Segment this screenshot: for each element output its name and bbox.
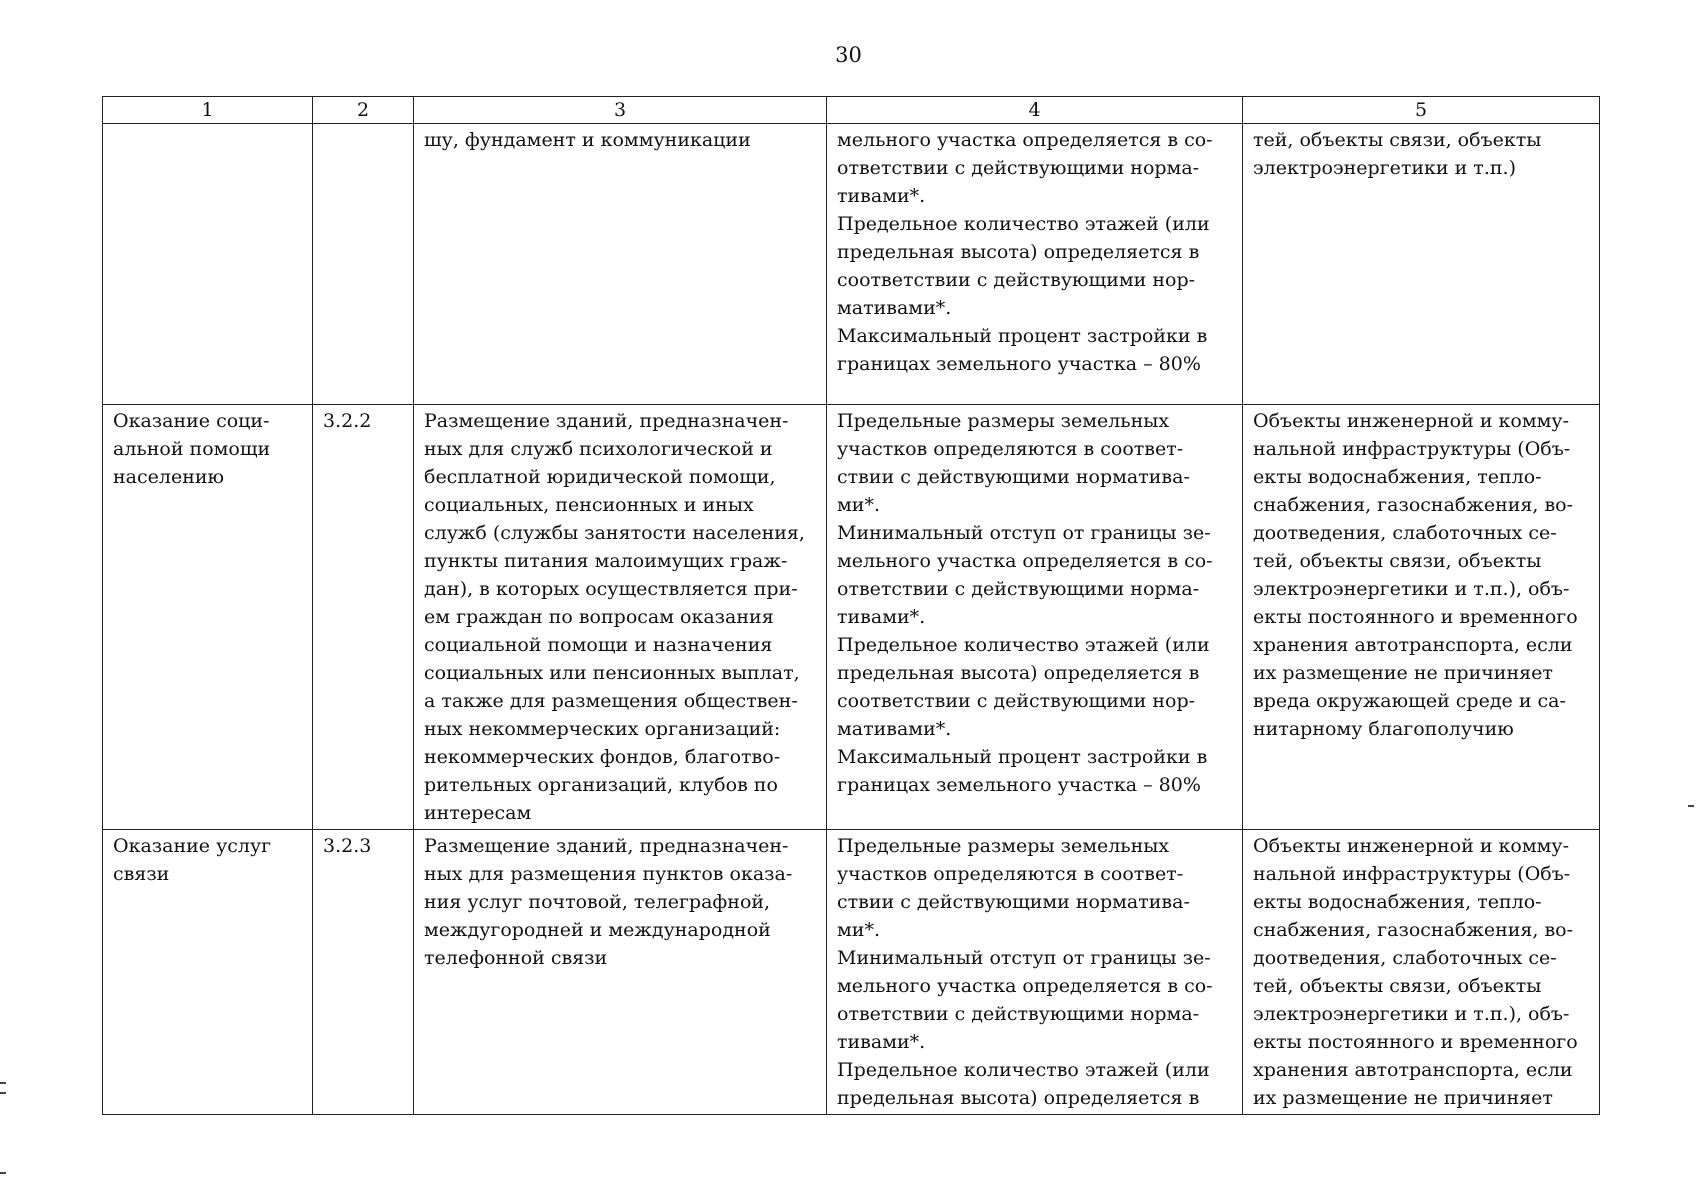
table-cell-col-5	[1243, 405, 1600, 830]
table-cell-col-3	[414, 830, 827, 1115]
cell-line: Объекты инженерной и комму-	[1253, 835, 1569, 857]
table-cell-col-1	[103, 830, 313, 1115]
cell-line: екты водоснабжения, тепло-	[1253, 891, 1542, 913]
cell-line: екты постоянного и временного	[1253, 606, 1578, 628]
table-row	[103, 405, 1600, 830]
cell-line: ных для размещения пунктов оказа-	[424, 863, 793, 885]
table-cell-col-3	[414, 405, 827, 830]
cell-line: вреда окружающей среде и са-	[1253, 690, 1566, 712]
cell-line: Предельные размеры земельных	[837, 410, 1170, 432]
cell-line: Оказание соци-	[113, 410, 270, 432]
table-cell-col-2	[313, 124, 414, 405]
header-col-3: 3	[414, 97, 827, 124]
table-cell-col-3	[414, 124, 827, 405]
table-cell-col-4	[827, 405, 1243, 830]
cell-line: шу, фундамент и коммуникации	[424, 129, 751, 151]
cell-text	[837, 126, 1232, 378]
cell-line: Максимальный процент застройки в	[837, 325, 1208, 347]
cell-text	[424, 832, 816, 972]
header-col-5: 5	[1243, 97, 1600, 124]
table-cell-col-1	[103, 124, 313, 405]
table-cell-col-4	[827, 830, 1243, 1115]
table-cell-col-4	[827, 124, 1243, 405]
table-cell-col-5	[1243, 830, 1600, 1115]
cell-line: интересам	[424, 802, 532, 824]
cell-line: тивами*.	[837, 606, 926, 628]
cell-line: электроэнергетики и т.п.), объ-	[1253, 578, 1570, 600]
cell-text	[424, 126, 816, 154]
cell-line: нальной инфраструктуры (Объ-	[1253, 438, 1571, 460]
cell-line: Оказание услуг	[113, 835, 272, 857]
cell-text	[323, 832, 403, 860]
table-cell-col-2	[313, 405, 414, 830]
cell-line: границах земельного участка – 80%	[837, 353, 1201, 375]
cell-line: 3.2.2	[323, 410, 372, 432]
cell-line: междугородней и международной	[424, 919, 771, 941]
cell-line: населению	[113, 466, 225, 488]
header-col-1: 1	[103, 97, 313, 124]
cell-line: 3.2.3	[323, 835, 372, 857]
cell-line: дан), в которых осуществляется при-	[424, 578, 798, 600]
cell-line: предельная высота) определяется в	[837, 241, 1200, 263]
cell-line: тей, объекты связи, объекты	[1253, 129, 1542, 151]
cell-line: электроэнергетики и т.п.), объ-	[1253, 1003, 1570, 1025]
cell-line: нитарному благополучию	[1253, 718, 1514, 740]
cell-text	[1253, 407, 1589, 743]
cell-text	[424, 407, 816, 827]
cell-line: ния услуг почтовой, телеграфной,	[424, 891, 771, 913]
cell-text	[1253, 832, 1589, 1112]
cell-line: Объекты инженерной и комму-	[1253, 410, 1569, 432]
cell-line: тей, объекты связи, объекты	[1253, 550, 1542, 572]
table-cell-col-1	[103, 405, 313, 830]
cell-line: ных некоммерческих организаций:	[424, 718, 781, 740]
cell-line: соответствии с действующими нор-	[837, 269, 1196, 291]
cell-line: альной помощи	[113, 438, 271, 460]
cell-line: Предельные размеры земельных	[837, 835, 1170, 857]
cell-text	[323, 407, 403, 435]
zoning-table	[102, 96, 1600, 1115]
cell-line: Размещение зданий, предназначен-	[424, 835, 789, 857]
scan-mark	[0, 1092, 6, 1094]
cell-line: мельного участка определяется в со-	[837, 975, 1213, 997]
cell-line: екты постоянного и временного	[1253, 1031, 1578, 1053]
table-row	[103, 830, 1600, 1115]
table-cell-col-2	[313, 830, 414, 1115]
header-col-4: 4	[827, 97, 1243, 124]
cell-line: рительных организаций, клубов по	[424, 774, 778, 796]
cell-line: их размещение не причиняет	[1253, 662, 1553, 684]
cell-line: предельная высота) определяется в	[837, 1087, 1200, 1109]
cell-line: ствии с действующими норматива-	[837, 891, 1190, 913]
cell-text	[837, 407, 1232, 799]
cell-line: ответствии с действующими норма-	[837, 157, 1200, 179]
cell-line: их размещение не причиняет	[1253, 1087, 1553, 1109]
cell-line: Размещение зданий, предназначен-	[424, 410, 789, 432]
cell-line: мативами*.	[837, 718, 952, 740]
page-number: 30	[835, 43, 862, 67]
cell-line: ответствии с действующими норма-	[837, 1003, 1200, 1025]
cell-line: а также для размещения обществен-	[424, 690, 798, 712]
scan-mark	[0, 1082, 6, 1084]
cell-line: ствии с действующими норматива-	[837, 466, 1190, 488]
cell-line: бесплатной юридической помощи,	[424, 466, 776, 488]
cell-line: пункты питания малоимущих граж-	[424, 550, 788, 572]
cell-line: ем граждан по вопросам оказания	[424, 606, 774, 628]
cell-line: Предельное количество этажей (или	[837, 634, 1210, 656]
cell-line: некоммерческих фондов, благотво-	[424, 746, 781, 768]
table-row	[103, 124, 1600, 405]
cell-line: хранения автотранспорта, если	[1253, 1059, 1573, 1081]
cell-line: связи	[113, 863, 170, 885]
cell-text	[837, 832, 1232, 1112]
cell-line: тивами*.	[837, 1031, 926, 1053]
cell-line: ми*.	[837, 494, 880, 516]
cell-line: снабжения, газоснабжения, во-	[1253, 494, 1574, 516]
cell-line: границах земельного участка – 80%	[837, 774, 1201, 796]
cell-line: мативами*.	[837, 297, 952, 319]
table-cell-col-5	[1243, 124, 1600, 405]
cell-line: участков определяются в соответ-	[837, 438, 1184, 460]
scan-mark	[1688, 805, 1694, 807]
cell-line: электроэнергетики и т.п.)	[1253, 157, 1516, 179]
cell-line: Минимальный отступ от границы зе-	[837, 947, 1211, 969]
cell-text	[113, 407, 302, 491]
cell-line: снабжения, газоснабжения, во-	[1253, 919, 1574, 941]
cell-line: доотведения, слаботочных се-	[1253, 522, 1557, 544]
cell-line: нальной инфраструктуры (Объ-	[1253, 863, 1571, 885]
cell-line: тей, объекты связи, объекты	[1253, 975, 1542, 997]
cell-line: Минимальный отступ от границы зе-	[837, 522, 1211, 544]
cell-line: социальной помощи и назначения	[424, 634, 773, 656]
cell-line: мельного участка определяется в со-	[837, 129, 1213, 151]
cell-text	[113, 832, 302, 888]
cell-line: Максимальный процент застройки в	[837, 746, 1208, 768]
cell-line: ных для служб психологической и	[424, 438, 773, 460]
cell-text	[1253, 126, 1589, 182]
header-col-2: 2	[313, 97, 414, 124]
cell-line: служб (службы занятости населения,	[424, 522, 805, 544]
cell-line: соответствии с действующими нор-	[837, 690, 1196, 712]
scan-mark	[0, 1172, 6, 1174]
cell-line: телефонной связи	[424, 947, 608, 969]
cell-line: ответствии с действующими норма-	[837, 578, 1200, 600]
cell-line: мельного участка определяется в со-	[837, 550, 1213, 572]
cell-line: социальных или пенсионных выплат,	[424, 662, 800, 684]
table-header-row	[103, 97, 1600, 124]
cell-line: Предельное количество этажей (или	[837, 213, 1210, 235]
cell-line: Предельное количество этажей (или	[837, 1059, 1210, 1081]
cell-line: социальных, пенсионных и иных	[424, 494, 754, 516]
cell-line: доотведения, слаботочных се-	[1253, 947, 1557, 969]
cell-line: хранения автотранспорта, если	[1253, 634, 1573, 656]
cell-line: участков определяются в соответ-	[837, 863, 1184, 885]
cell-line: тивами*.	[837, 185, 926, 207]
cell-line: предельная высота) определяется в	[837, 662, 1200, 684]
cell-line: екты водоснабжения, тепло-	[1253, 466, 1542, 488]
cell-line: ми*.	[837, 919, 880, 941]
